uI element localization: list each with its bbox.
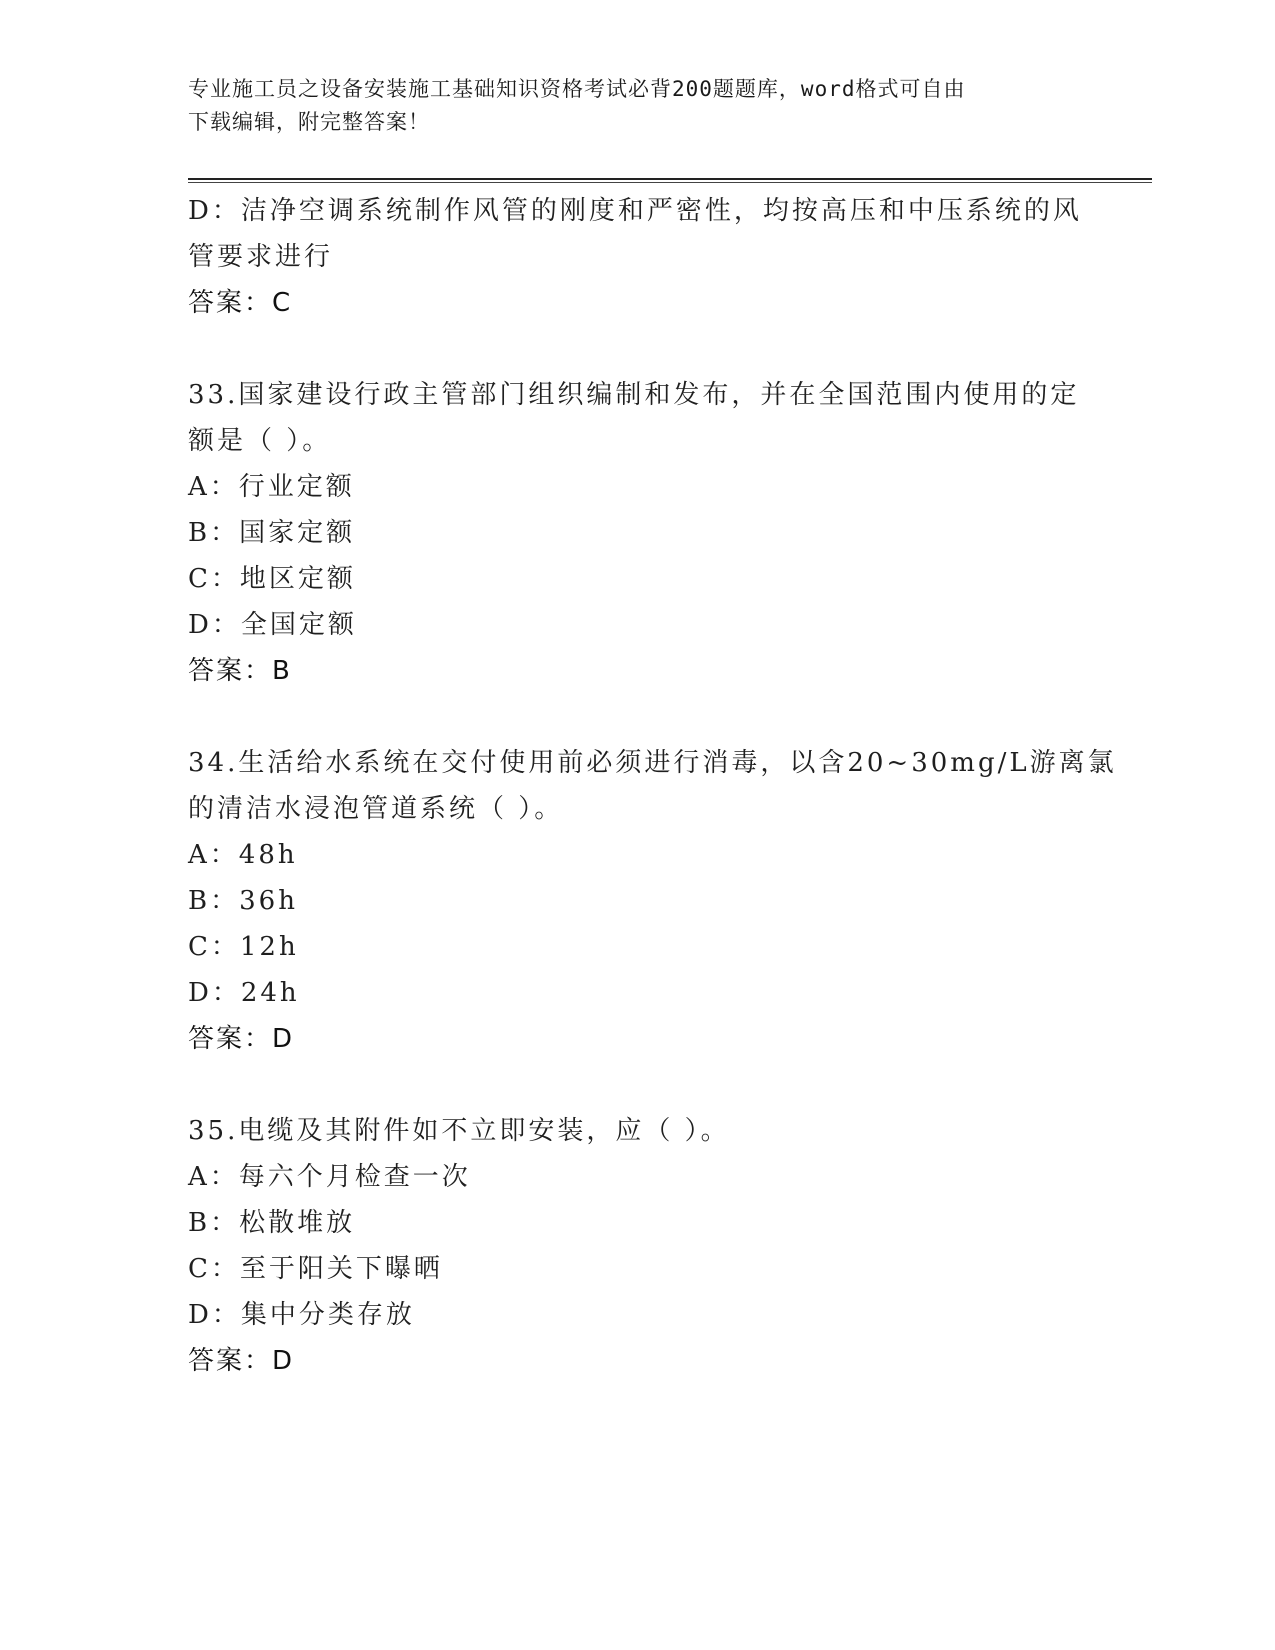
option-a: A：行业定额 [188, 472, 355, 502]
option-c: C：12h [188, 932, 299, 962]
option-b: B：36h [188, 886, 298, 916]
question-block-35 [188, 1108, 1088, 1384]
answer-line: 答案：B [188, 656, 292, 686]
document-header [188, 73, 1068, 139]
answer-line: 答案：D [188, 1346, 295, 1376]
question-stem: 35.电缆及其附件如不立即安装，应（ ）。 [188, 1116, 730, 1146]
option-d: D：全国定额 [188, 610, 357, 640]
question-block-32 [188, 188, 1088, 326]
spacer [188, 694, 1088, 740]
question-stem-continued: 的清洁水浸泡管道系统（ ）。 [188, 794, 564, 824]
option-c: C：至于阳关下曝晒 [188, 1254, 443, 1284]
option-d: D：洁净空调系统制作风管的刚度和严密性，均按高压和中压系统的风 [188, 196, 1082, 226]
option-b: B：国家定额 [188, 518, 356, 548]
header-line-2: 下载编辑，附完整答案！ [188, 110, 430, 134]
header-line-1: 专业施工员之设备安装施工基础知识资格考试必背200题题库，word格式可自由 [188, 77, 966, 101]
option-c: C：地区定额 [188, 564, 356, 594]
answer-line: 答案：C [188, 288, 293, 318]
question-block-33 [188, 372, 1088, 694]
header-divider-thick [188, 178, 1152, 180]
header-divider-thin [188, 182, 1152, 183]
option-a: A：48h [188, 840, 298, 870]
question-block-34 [188, 740, 1117, 1062]
spacer [188, 1062, 1088, 1108]
option-d-continued: 管要求进行 [188, 242, 334, 272]
question-list [188, 188, 1117, 1384]
question-stem: 33.国家建设行政主管部门组织编制和发布，并在全国范围内使用的定 [188, 380, 1080, 410]
option-d: D：24h [188, 978, 300, 1008]
option-b: B：松散堆放 [188, 1208, 356, 1238]
question-stem: 34.生活给水系统在交付使用前必须进行消毒，以含20~30mg/L游离氯 [188, 748, 1117, 778]
option-d: D：集中分类存放 [188, 1300, 415, 1330]
option-a: A：每六个月检查一次 [188, 1162, 471, 1192]
question-stem-continued: 额是（ ）。 [188, 426, 332, 456]
answer-line: 答案：D [188, 1024, 295, 1054]
spacer [188, 326, 1088, 372]
